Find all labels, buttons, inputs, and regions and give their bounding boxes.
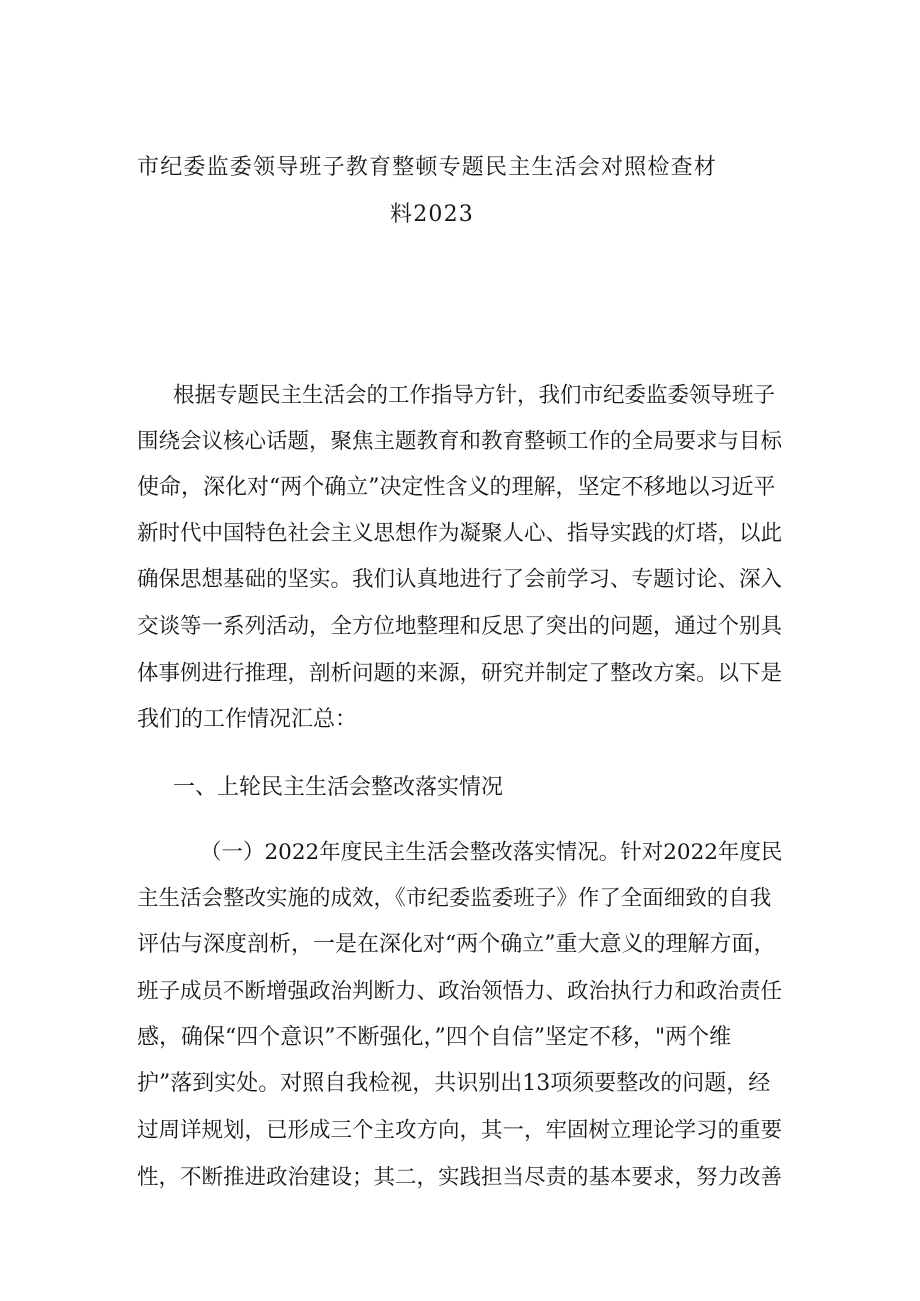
paragraph-2-line-5: 感，确保“四个意识”不断强化，”四个自信”坚定不移，"两个维 <box>137 1025 732 1050</box>
document-title-line-2: 料2023 <box>390 202 474 227</box>
paragraph-2-line-3: 评估与深度剖析，一是在深化对“两个确立”重大意义的理解方面， <box>137 932 776 957</box>
paragraph-2-line-7: 过周详规划，已形成三个主攻方向，其一，牢固树立理论学习的重要 <box>137 1118 783 1143</box>
paragraph-1-line-3: 使命，深化对“两个确立”决定性含义的理解，坚定不移地以习近平 <box>137 475 776 500</box>
paragraph-1-line-7: 体事例进行推理，剖析问题的来源，研究并制定了整改方案。以下是 <box>137 661 783 686</box>
section-heading-1: 一、上轮民主生活会整改落实情况 <box>173 775 504 800</box>
paragraph-2-line-2: 主生活会整改实施的成效，《市纪委监委班子》作了全面细致的自我 <box>137 886 772 911</box>
paragraph-1-line-6: 交谈等一系列活动，全方位地整理和反思了突出的问题，通过个别具 <box>137 614 783 639</box>
document-title-line-1: 市纪委监委领导班子教育整顿专题民主生活会对照检查材 <box>137 155 718 180</box>
paragraph-1-line-2: 围绕会议核心话题，聚焦主题教育和教育整顿工作的全局要求与目标 <box>137 429 783 454</box>
paragraph-1-line-4: 新时代中国特色社会主义思想作为凝聚人心、指导实践的灯塔，以此 <box>137 521 783 546</box>
paragraph-2-line-1: （一）2022年度民主生活会整改落实情况。针对2022年度民 <box>200 840 783 865</box>
paragraph-2-line-4: 班子成员不断增强政治判断力、政治领悟力、政治执行力和政治责任 <box>137 979 783 1004</box>
paragraph-1-line-5: 确保思想基础的坚实。我们认真地进行了会前学习、专题讨论、深入 <box>137 567 783 592</box>
paragraph-2-line-8: 性，不断推进政治建设；其二，实践担当尽责的基本要求，努力改善 <box>137 1165 783 1190</box>
paragraph-1-line-1: 根据专题民主生活会的工作指导方针，我们市纪委监委领导班子 <box>173 383 776 408</box>
paragraph-1-line-8: 我们的工作情况汇总： <box>137 707 358 732</box>
paragraph-2-line-6: 护”落到实处。对照自我检视，共识别出13项须要整改的问题，经 <box>137 1071 771 1096</box>
